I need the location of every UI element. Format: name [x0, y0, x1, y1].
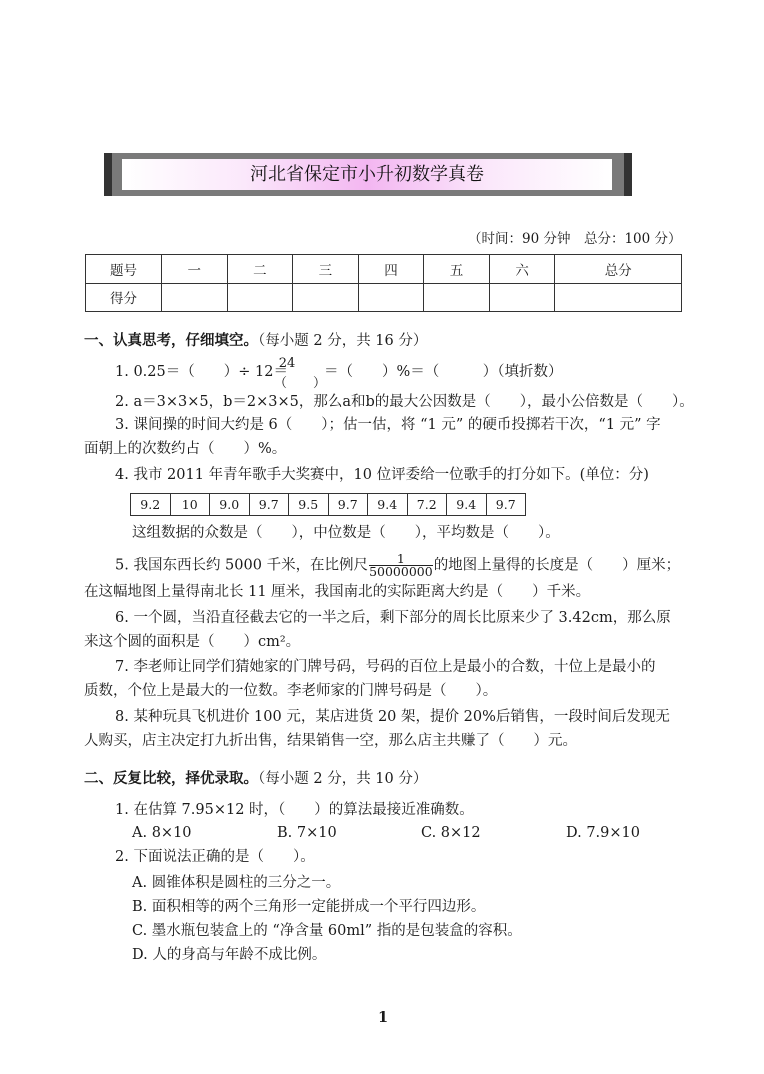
section1-note: （每小题 2 分，共 16 分） [258, 333, 428, 349]
section2-note: （每小题 2 分，共 10 分） [258, 771, 428, 787]
score-value-cell: 9.5 [289, 494, 329, 516]
question-1-8-line1: 8. 某种玩具飞机进价 100 元，某店进货 20 架，提价 20%后销售，一段时间后发现无 [115, 709, 670, 725]
score-value-cell: 9.7 [328, 494, 368, 516]
score-cell[interactable] [555, 283, 682, 312]
table-cell: 题号 [86, 255, 162, 284]
option-d[interactable]: D. 7.9×10 [566, 825, 640, 841]
question-2-2: 2. 下面说法正确的是（ ）。 [115, 849, 315, 865]
score-data-row [131, 494, 526, 516]
section2-heading: 二、反复比较，择优录取。 [84, 771, 258, 787]
page-title: 河北省保定市小升初数学真卷 [122, 159, 612, 190]
option-d[interactable]: D. 人的身高与年龄不成比例。 [132, 947, 327, 963]
question-1-5-part-a: 5. 我国东西长约 5000 千米，在比例尺 [115, 557, 369, 574]
table-cell: 得分 [86, 283, 162, 312]
banner-right-edge [624, 153, 632, 196]
score-value-cell: 9.7 [486, 494, 526, 516]
question-1-5-line1 [115, 553, 680, 578]
table-cell: 总分 [555, 255, 682, 284]
option-c[interactable]: C. 8×12 [421, 825, 481, 841]
table-cell: 一 [162, 255, 228, 284]
scale-fraction [369, 553, 433, 578]
score-value-cell: 10 [170, 494, 210, 516]
option-b[interactable]: B. 面积相等的两个三角形一定能拼成一个平行四边形。 [132, 899, 486, 915]
question-1-2: 2. a＝3×3×5，b＝2×3×5，那么a和b的最大公因数是（ ），最小公倍数是（ ）。 [115, 394, 694, 410]
question-1-7-line2: 质数，个位上是最大的一位数。李老师家的门牌号码是（ ）。 [84, 683, 498, 699]
score-table-header-row [86, 255, 682, 284]
question-1-1-part-a: 1. 0.25＝（ ）÷ 12＝ [115, 364, 288, 380]
table-cell: 四 [358, 255, 424, 284]
exam-meta: （时间：90 分钟 总分：100 分） [468, 231, 682, 247]
question-1-6-line2: 来这个圆的面积是（ ）cm²。 [84, 634, 301, 650]
question-1-5-line2: 在这幅地图上量得南北长 11 厘米，我国南北的实际距离大约是（ ）千米。 [84, 584, 591, 600]
score-cell[interactable] [227, 283, 293, 312]
section1-title [84, 331, 427, 351]
question-1-1-part-b: ＝（ ）%＝（ ）（填折数） [324, 364, 563, 380]
score-cell[interactable] [162, 283, 228, 312]
score-cell[interactable] [489, 283, 555, 312]
score-value-cell: 9.2 [131, 494, 171, 516]
score-table [85, 254, 682, 312]
question-1-1-fraction [274, 356, 327, 392]
section2-title [84, 769, 427, 789]
table-cell: 六 [489, 255, 555, 284]
page-number: 1 [378, 1009, 389, 1026]
score-table-score-row [86, 283, 682, 312]
question-2-1: 1. 在估算 7.95×12 时，（ ）的算法最接近准确数。 [115, 802, 474, 818]
fraction-numerator: 1 [369, 553, 433, 566]
question-1-8-line2: 人购买，店主决定打九折出售，结果销售一空，那么店主共赚了（ ）元。 [84, 733, 577, 749]
option-b[interactable]: B. 7×10 [277, 825, 337, 841]
question-1-4-line1: 4. 我市 2011 年青年歌手大奖赛中，10 位评委给一位歌手的打分如下。(单位：分) [115, 467, 649, 483]
table-cell: 二 [227, 255, 293, 284]
question-1-4-line2: 这组数据的众数是（ ），中位数是（ ），平均数是（ ）。 [132, 525, 560, 541]
question-1-7-line1: 7. 李老师让同学们猜她家的门牌号码，号码的百位上是最小的合数，十位上是最小的 [115, 659, 656, 675]
score-cell[interactable] [424, 283, 490, 312]
score-cell[interactable] [293, 283, 359, 312]
fraction-denominator: （ ） [274, 376, 327, 391]
table-cell: 五 [424, 255, 490, 284]
question-1-6-line1: 6. 一个圆，当沿直径截去它的一半之后，剩下部分的周长比原来少了 3.42cm，那么原 [115, 610, 671, 626]
banner-left-edge [104, 153, 112, 196]
question-1-3-line2: 面朝上的次数约占（ ）%。 [84, 441, 287, 457]
question-1-5-part-b: 的地图上量得的长度是（ ）厘米； [433, 557, 681, 574]
option-c[interactable]: C. 墨水瓶包装盒上的 “净含量 60ml” 指的是包装盒的容积。 [132, 923, 522, 939]
fraction-numerator: 24 [278, 356, 296, 371]
score-value-cell: 9.4 [447, 494, 487, 516]
score-value-cell: 7.2 [407, 494, 447, 516]
section1-heading: 一、认真思考，仔细填空。 [84, 333, 258, 349]
table-cell: 三 [293, 255, 359, 284]
option-a[interactable]: A. 圆锥体积是圆柱的三分之一。 [132, 875, 341, 891]
fraction-denominator: 50000000 [369, 564, 433, 579]
score-cell[interactable] [358, 283, 424, 312]
score-data-table [130, 493, 526, 516]
score-value-cell: 9.4 [368, 494, 408, 516]
option-a[interactable]: A. 8×10 [132, 825, 192, 841]
score-value-cell: 9.0 [210, 494, 250, 516]
title-banner [104, 153, 632, 196]
score-value-cell: 9.7 [249, 494, 289, 516]
question-1-3-line1: 3. 课间操的时间大约是 6（ ）；估一估，将 “1 元” 的硬币投掷若干次，“1 元” 字 [115, 417, 661, 433]
